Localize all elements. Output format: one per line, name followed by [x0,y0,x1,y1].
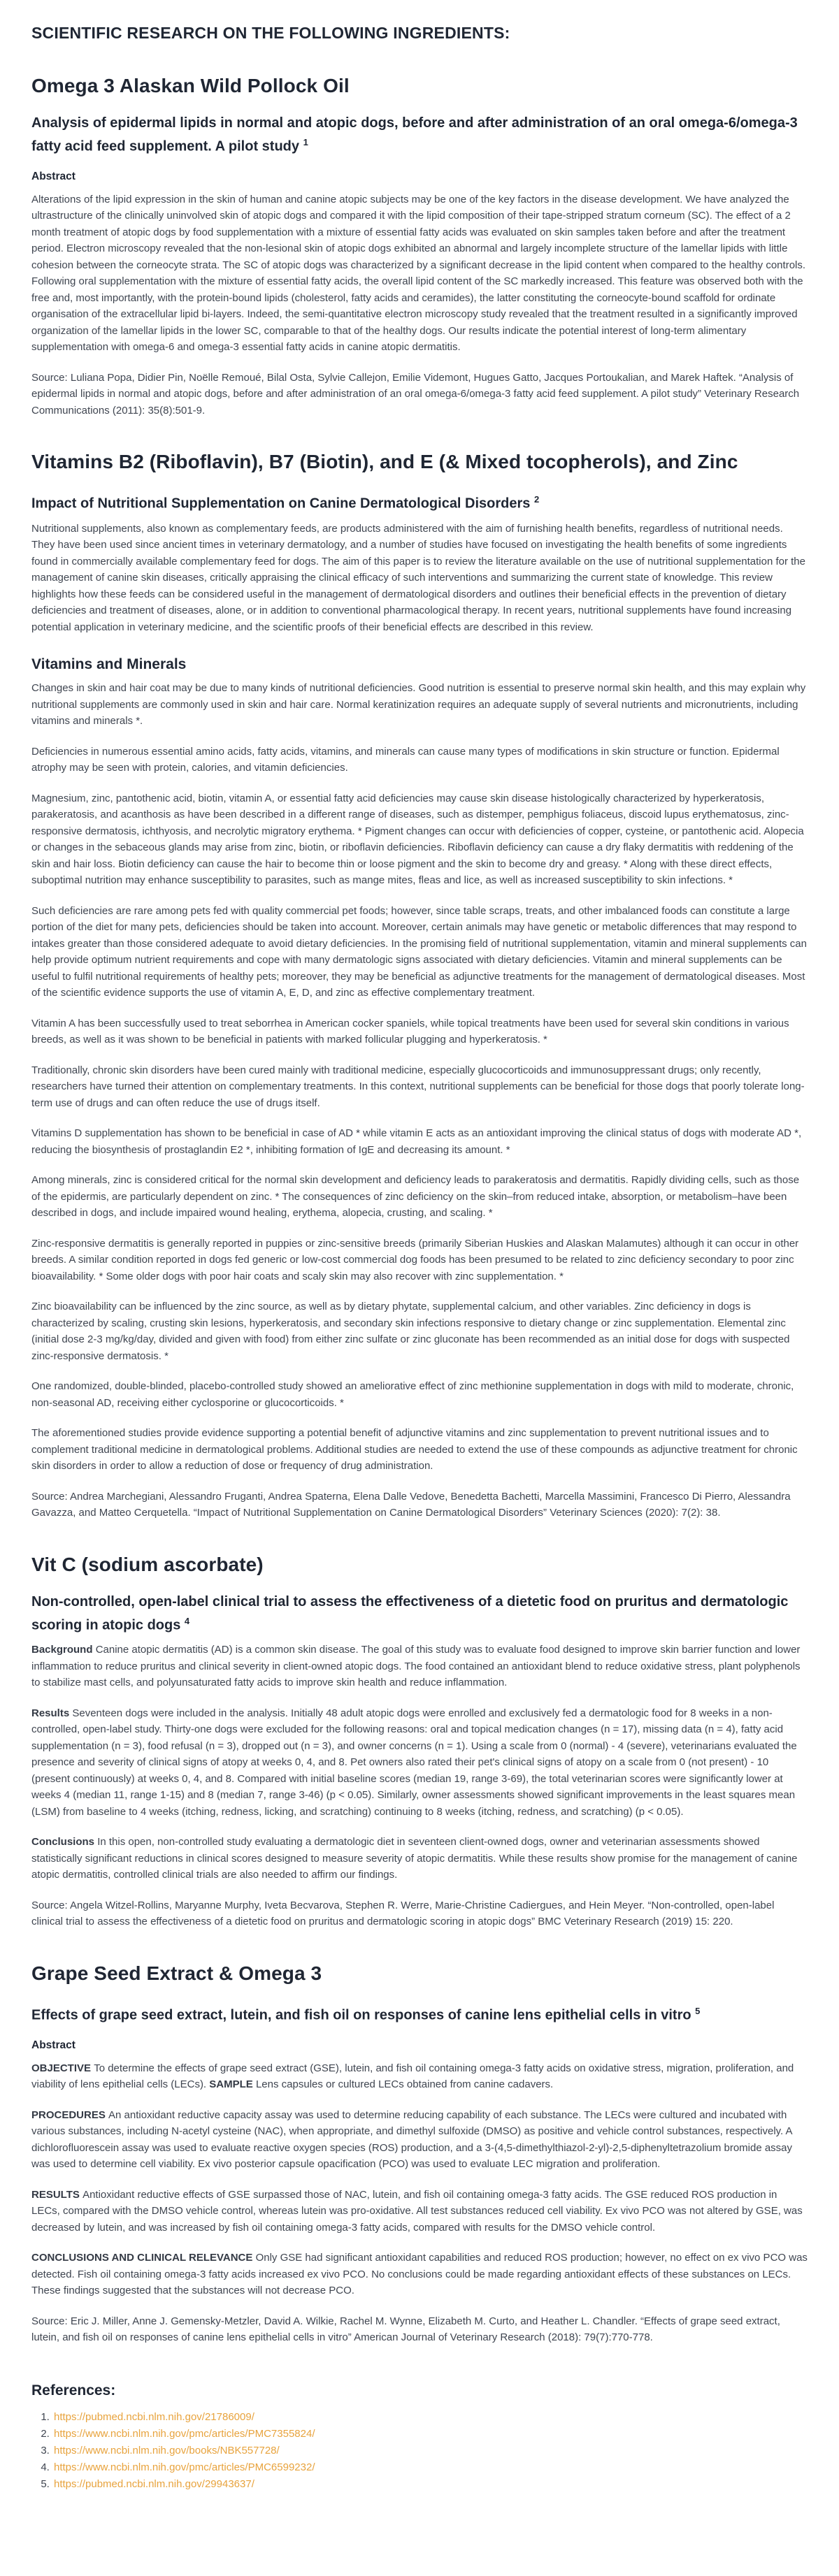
reference-item-5 [52,2476,808,2493]
body-paragraph [31,1834,808,1883]
paragraph-text: Vitamin A has been successfully used to treat seborrhea in American cocker spaniels, while topical treatments have been used for several skin conditions in various breeds, as well as it was shown to be beneficial in patients with marked follicular plugging and hyperkeratosis. * [31,1017,789,1046]
reference-link-1[interactable]: https://pubmed.ncbi.nlm.nih.gov/21786009/ [54,2410,254,2423]
study-title [31,2002,808,2025]
body-paragraph [31,1425,808,1475]
study-title-text: Non-controlled, open-label clinical trial to assess the effectiveness of a dietetic food on pruritus and dermatologic scoring in atopic dogs [31,1593,789,1633]
paragraph-text: Vitamins D supplementation has shown to be beneficial in case of AD * while vitamin E acts as an antioxidant improving the clinical status of dogs with moderate AD *, reducing the biosynthesis of prostaglandin E2 *, inhibiting formation of IgE and decreasing its amount. * [31,1127,802,1156]
source-citation: Source: Eric J. Miller, Anne J. Gemensky-Metzler, David A. Wilkie, Rachel M. Wynne, Elizabeth M. Curto, and Heather L. Chandler. “Effects of grape seed extract, lutein, and fish oil on responses of canine lens epithelial cells in vitro” American Journal of Veterinary Research (2018): 79(7):770-778. [31,2315,780,2344]
paragraph-lead-label: PROCEDURES [31,2108,109,2121]
reference-item-1 [52,2409,808,2426]
body-paragraph [31,1298,808,1364]
body-paragraph [31,903,808,1001]
study-title-text: Analysis of epidermal lipids in normal and atopic dogs, before and after administration of an oral omega-6/omega-3 fatty acid feed supplement. A pilot study [31,115,798,154]
study-reference-number: 1 [303,137,308,147]
paragraph-text: The aforementioned studies provide evidence supporting a potential benefit of adjunctive vitamins and zinc supplementation to prevent nutritional issues and to complement traditional medicine in dermatological problems. Additional studies are needed to extend the use of these compounds as adjunctive treatment for chronic skin disorders in order to allow a reduction of dose or frequency of drug administration. [31,1427,798,1472]
paragraph-lead-label: Results [31,1707,73,1719]
ingredient-heading: Omega 3 Alaskan Wild Pollock Oil [31,75,350,96]
sub-heading: Vitamins and Minerals [31,656,187,673]
body-paragraph [31,1062,808,1112]
paragraph-lead-label: SAMPLE [209,2078,256,2091]
ingredient-heading: Vit C (sodium ascorbate) [31,1553,264,1575]
paragraph-text: Among minerals, zinc is considered critical for the normal skin development and deficiency leads to parakeratosis and dermatitis. Rapidly dividing cells, such as those of the epidermis, are particularly dependent on zinc. * The consequences of zinc deficiency on the skin–from reduced intake, absorption, or metabolism–have been described in dogs, and include impaired wound healing, erythema, alopecia, crusting, and scaling. * [31,1174,800,1220]
paragraph-text: Traditionally, chronic skin disorders have been cured mainly with traditional medicine, especially glucocorticoids and immunosuppressant drugs; only recently, researchers have turned their attention on complementary treatments. In this context, nutritional supplements can be beneficial for those dogs that poorly tolerate long-term use of drugs and can often reduce the use of drugs itself. [31,1064,805,1109]
paragraph-text: Zinc-responsive dermatitis is generally reported in puppies or zinc-sensitive breeds (primarily Siberian Huskies and Alaskan Malamutes) although it can occur in other breeds. A similar condition reported in dogs fed generic or low-cost commercial dog foods has been presumed to be related to zinc deficiency secondary to poor zinc bioavailability. * Some older dogs with poor hair coats and scaly skin may also recover with zinc supplementation. * [31,1237,799,1282]
source-citation: Source: Angela Witzel-Rollins, Maryanne Murphy, Iveta Becvarova, Stephen R. Werre, Marie-Christine Cadiergues, and Hein Meyer. “Non-controlled, open-label clinical trial to assess the effectiveness of a dietetic food on pruritus and dermatologic scoring in atopic dogs” BMC Veterinary Research (2019) 15: 220. [31,1899,775,1928]
paragraph-lead-label: RESULTS [31,2188,83,2201]
study-title [31,1593,808,1635]
body-paragraph [31,1015,808,1048]
abstract-label: Abstract [31,170,76,182]
body-paragraph [31,1378,808,1411]
reference-link-5[interactable]: https://pubmed.ncbi.nlm.nih.gov/29943637/ [54,2477,254,2490]
sections-container [31,75,808,2346]
paragraph-text: Such deficiencies are rare among pets fed with quality commercial pet foods; however, since table scraps, treats, and other imbalanced foods can constitute a large portion of the diet for many pets, deficiencies should be taken into account. Moreover, certain animals may have genetic or metabolic differences that may respond to intakes greater than those considered adequate to avoid dietary deficiencies. In the promising field of nutritional supplementation, vitamin and mineral supplements can help provide optimum nutrient requirements and cope with many dermatologic signs associated with dietary deficiencies. Vitamin and mineral supplements can be useful to fulfil nutritional requirements of healthy pets; moreover, they may be beneficial as adjunctive treatments for the management of dermatological diseases. Most of the scientific evidence supports the use of vitamin A, E, D, and zinc as effective complementary treatment. [31,904,807,999]
body-paragraph [31,1236,808,1285]
paragraph-text: Antioxidant reductive effects of GSE surpassed those of NAC, lutein, and fish oil containing omega-3 fatty acids. The GSE reduced ROS production in LECs, compared with the DMSO vehicle control, whereas lutein was pro-oxidative. All test substances reduced cell viability. Ex vivo PCO was not altered by GSE, was decreased by lutein, and was increased by fish oil containing omega-3 fatty acids, compared with results for the DMSO vehicle control. [31,2188,803,2234]
study-title [31,114,808,157]
source-citation: Source: Luliana Popa, Didier Pin, Noëlle Remoué, Bilal Osta, Sylvie Callejon, Emilie Videmont, Hugues Gatto, Jacques Portoukalian, and Marek Haftek. “Analysis of epidermal lipids in normal and atopic dogs, before and after administration of an oral omega-6/omega-3 fatty acid feed supplement. A pilot study” Veterinary Research Communications (2011): 35(8):501-9. [31,371,800,417]
body-paragraph [31,1705,808,1821]
body-paragraph [31,744,808,776]
paragraph-text: Nutritional supplements, also known as complementary feeds, are products administered with the aim of furnishing health benefits, regardless of nutritional needs. They have been used since ancient times in veterinary dermatology, and a number of studies have focused on investigating the health benefits of some ingredients found in commercially available complementary feed for dogs. The aim of this paper is to review the literature available on the use of nutritional supplementation for the management of canine skin diseases, critically appraising the clinical efficacy of such interventions and summarizing the current state of knowledge. This review highlights how these feeds can be considered useful in the management of dermatological disorders and outlines their beneficial effects in the prevention of dietary deficiencies and treatment of diseases, alone, or in addition to conventional pharmacological therapy. In recent years, nutritional supplements have found increasing potential application in veterinary medicine, and the scientific proofs of their beneficial effects are described in this review. [31,522,805,633]
paragraph-lead-label: CONCLUSIONS AND CLINICAL RELEVANCE [31,2252,256,2264]
body-paragraph [31,2060,808,2093]
study-reference-number: 4 [184,1615,190,1626]
paragraph-text: An antioxidant reductive capacity assay was used to determine reducing capability of each substance. The LECs were cultured and incubated with various substances, including N-acetyl cysteine (NAC), when appropriate, and dimethyl sulfoxide (DMSO) as positive and vehicle control substances, respectively. A dichlorofluorescein assay was used to evaluate reactive oxygen species (ROS) production, and a 3-(4,5-dimethylthiazol-2-yl)-2,5-diphenyltetrazolium bromide assay was used to determine cell viability. Ex vivo posterior capsule opacification (PCO) was used to evaluate LEC migration and proliferation. [31,2108,793,2171]
paragraph-lead-label: OBJECTIVE [31,2062,94,2074]
body-paragraph [31,1172,808,1222]
references-section [31,2382,808,2493]
reference-item-4 [52,2459,808,2476]
source-citation: Source: Andrea Marchegiani, Alessandro Fruganti, Andrea Spaterna, Elena Dalle Vedove, Benedetta Bachetti, Marcella Massimini, Francesco Di Pierro, Alessandra Gavazza, and Matteo Cerquetella. “Impact of Nutritional Supplementation on Canine Dermatological Disorders” Veterinary Sciences (2020): 7(2): 38. [31,1490,791,1519]
references-list [31,2409,808,2493]
body-paragraph [31,2107,808,2173]
paragraph-text: Alterations of the lipid expression in the skin of human and canine atopic subjects may be one of the key factors in the disease development. We have analyzed the ultrastructure of the clinically uninvolved skin of atopic dogs and compared it with the lipid composition of their tape-stripped stratum corneum (SC). The effect of a 2 month treatment of atopic dogs by food supplementation with a mixture of essential fatty acids was evaluated on skin samples taken before and after the treatment period. Electron microscopy revealed that the non-lesional skin of atopic dogs exhibited an abnormal and largely incomplete structure of the lamellar lipids with little cohesion between the corneocyte strata. The SC of atopic dogs was characterized by a significant decrease in the lipid content when compared to the healthy controls. Following oral supplementation with the mixture of essential fatty acids, the overall lipid content of the SC markedly increased. This feature was observed both with the free and, most importantly, with the protein-bound lipids (cholesterol, fatty acids and ceramides), the latter constituting the corneocyte-bound scaffold for ordinate organisation of the extracellular lipid bi-layers. Indeed, the semi-quantitative electron microscopy study revealed that the treatment resulted in a significantly improved organization of the lamellar lipids in the lower SC, comparable to that of the healthy dogs. Our results indicate the potential interest of long-term alimentary supplementation with omega-6 and omega-3 essential fatty acids in canine atopic dermatitis. [31,193,806,354]
paragraph-text: Seventeen dogs were included in the analysis. Initially 48 adult atopic dogs were enrolled and exclusively fed a dermatologic food for 8 weeks in a non-controlled, open-label study. Thirty-one dogs were excluded for the following reasons: oral and topical medication changes (n = 17), missing data (n = 4), fatty acid supplementation (n = 3), food refusal (n = 3), dropped out (n = 3), and owner concerns (n = 1). Using a scale from 0 (normal) - 4 (severe), veterinarians evaluated the presence and severity of clinical signs of atopy at weeks 0, 4, and 8. Pet owners also rated their pet's clinical signs of atopy on a scale from 0 (not present) - 10 (present continuously) at weeks 0, 4, and 8. Compared with initial baseline scores (median 19, range 3-69), the total veterinarian scores were significantly lower at weeks 4 (median 11, range 1-15) and 8 (median 7, range 3-46) (p < 0.05). Similarly, owner assessments showed significant improvements in the least squares mean (LSM) from baseline to 4 weeks (itching, redness, licking, and scratching) continuing to 8 weeks (itching, redness, and scratching) (p < 0.05). [31,1707,797,1818]
ingredient-section-4 [31,1962,808,2346]
paragraph-lead-label: Background [31,1644,96,1656]
abstract-label: Abstract [31,2039,76,2051]
reference-link-4[interactable]: https://www.ncbi.nlm.nih.gov/pmc/articles/PMC6599232/ [54,2461,315,2473]
ingredient-heading: Grape Seed Extract & Omega 3 [31,1962,322,1984]
body-paragraph [31,1642,808,1691]
body-paragraph [31,1125,808,1158]
paragraph-text: Lens capsules or cultured LECs obtained from canine cadavers. [255,2078,554,2091]
page-title: SCIENTIFIC RESEARCH ON THE FOLLOWING INGREDIENTS: [31,24,510,42]
body-paragraph [31,191,808,356]
ingredient-section-2 [31,451,808,1521]
study-reference-number: 2 [533,494,540,505]
paragraph-text: In this open, non-controlled study evaluating a dermatologic diet in seventeen client-owned dogs, owner and veterinarian assessments showed statistically significant reductions in clinical scores designed to measure severity of atopic dermatitis. While these results show promise for the management of canine atopic dermatitis, controlled clinical trials are also needed to affirm our findings. [31,1836,798,1881]
study-reference-number: 5 [695,2005,701,2016]
body-paragraph [31,2250,808,2299]
paragraph-text: Magnesium, zinc, pantothenic acid, biotin, vitamin A, or essential fatty acid deficiencies may cause skin disease histologically characterized by hyperkeratosis, parakeratosis, and acanthosis as have been described in a different range of diseases, such as distemper, pemphigus foliaceus, discoid lupus erythematosus, zinc-responsive dermatosis, ichthyosis, and necrolytic migratory erythema. * Pigment changes can occur with deficiencies of copper, cysteine, or pantothenic acid. Alopecia or changes in the sebaceous glands may arise from zinc, biotin, or riboflavin deficiencies. Riboflavin deficiency can cause a dry flaky dermatitis with reddening of the skin and hair loss. Biotin deficiency can cause the hair to become thin or loose pigment and the skin to become dry and greasy. * Along with these direct effects, suboptimal nutrition may enhance susceptibility to parasites, such as mange mites, fleas and lice, as well as increased susceptibility to skin infections. * [31,792,804,887]
paragraph-text: Zinc bioavailability can be influenced by the zinc source, as well as by dietary phytate, supplemental calcium, and other variables. Zinc deficiency in dogs is characterized by scaling, crusting skin lesions, hyperkeratosis, and secondary skin infections responsive to dietary change or zinc supplementation. Elemental zinc (initial dose 2-3 mg/kg/day, divided and given with food) from either zinc sulfate or zinc gluconate has been recommended as an initial dose for dogs with suspected zinc-responsive dermatosis. * [31,1301,790,1362]
body-paragraph [31,521,808,636]
reference-link-2[interactable]: https://www.ncbi.nlm.nih.gov/pmc/articles/PMC7355824/ [54,2427,315,2440]
study-title [31,490,808,514]
paragraph-text: Only GSE had significant antioxidant capabilities and reduced ROS production; however, no effect on ex vivo PCO was detected. Fish oil containing omega-3 fatty acids increased ex vivo PCO. No conclusions could be made regarding antioxidant effects of these substances on LECs. These findings suggested that the substances will not decrease PCO. [31,2252,808,2297]
body-paragraph [31,680,808,730]
reference-item-2 [52,2426,808,2443]
study-title-text: Impact of Nutritional Supplementation on Canine Dermatological Disorders [31,495,534,512]
ingredient-section-1 [31,75,808,419]
paragraph-text: To determine the effects of grape seed extract (GSE), lutein, and fish oil containing omega-3 fatty acids on oxidative stress, migration, proliferation, and viability of lens epithelial cells (LECs). [31,2062,794,2091]
reference-item-3 [52,2443,808,2459]
paragraph-lead-label: Conclusions [31,1836,98,1848]
body-paragraph [31,790,808,889]
body-paragraph [31,2187,808,2236]
ingredient-heading: Vitamins B2 (Riboflavin), B7 (Biotin), and E (& Mixed tocopherols), and Zinc [31,451,738,473]
reference-link-3[interactable]: https://www.ncbi.nlm.nih.gov/books/NBK557728/ [54,2444,280,2456]
paragraph-text: Canine atopic dermatitis (AD) is a common skin disease. The goal of this study was to evaluate food designed to improve skin barrier function and lower inflammation to reduce pruritus and clinical severity in client-owned atopic dogs. The food contained an antioxidant blend to reduce oxidative stress, plant polyphenols to stabilize mast cells, and polyunsaturated fatty acids to improve skin health and reduce inflammation. [31,1644,801,1689]
paragraph-text: Changes in skin and hair coat may be due to many kinds of nutritional deficiencies. Good nutrition is essential to preserve normal skin health, and this may explain why nutritional supplements are commonly used in skin and hair care. Normal keratinization requires an adequate supply of several nutrients and micronutrients, including vitamins and minerals *. [31,682,806,728]
paragraph-text: One randomized, double-blinded, placebo-controlled study showed an ameliorative effect of zinc methionine supplementation in dogs with mild to moderate, chronic, non-seasonal AD, receiving either cyclosporine or glucocorticoids. * [31,1380,794,1409]
study-title-text: Effects of grape seed extract, lutein, and fish oil on responses of canine lens epithelial cells in vitro [31,2007,696,2023]
ingredient-section-3 [31,1554,808,1930]
references-heading: References: [31,2382,116,2398]
paragraph-text: Deficiencies in numerous essential amino acids, fatty acids, vitamins, and minerals can cause many types of modifications in skin structure or function. Epidermal atrophy may be seen with protein, calories, and vitamin deficiencies. [31,745,780,774]
